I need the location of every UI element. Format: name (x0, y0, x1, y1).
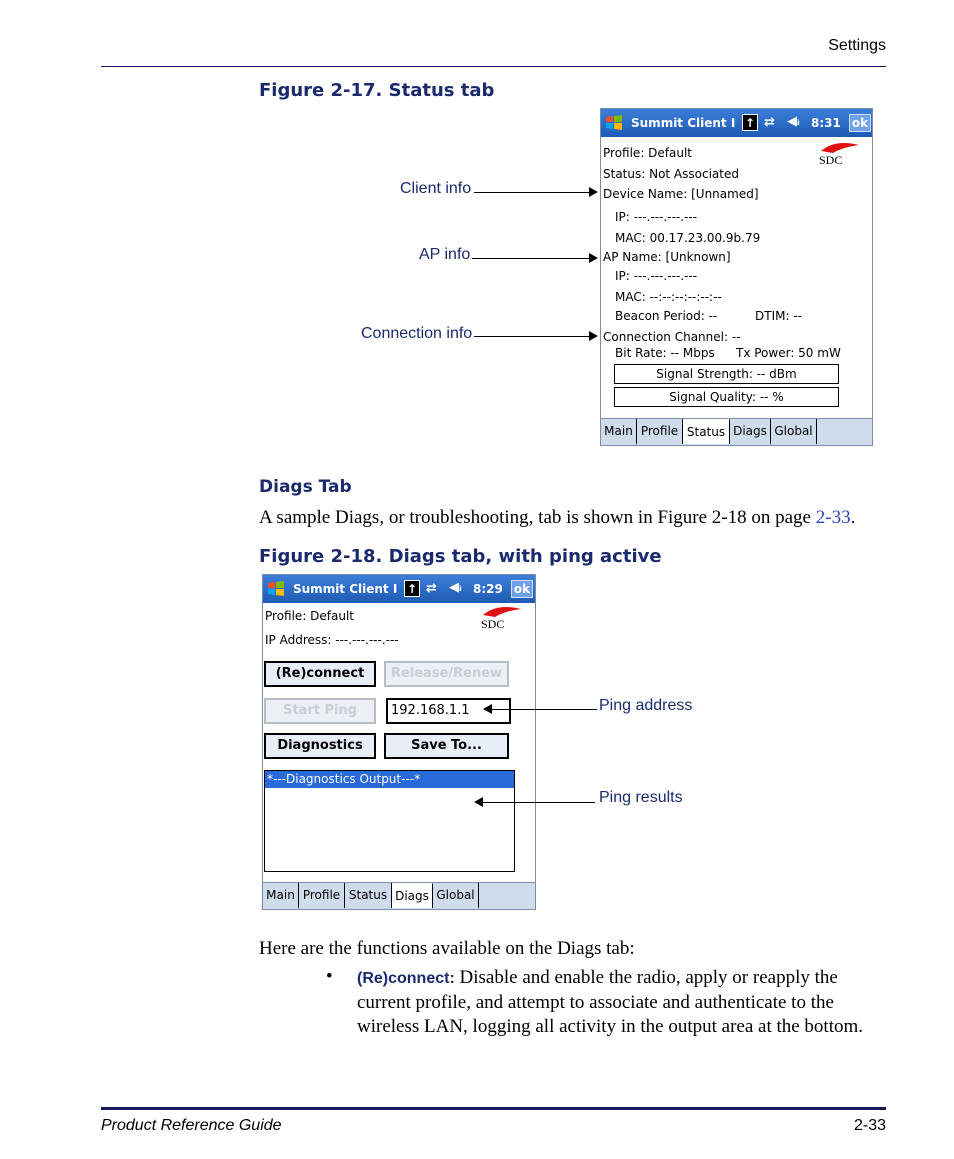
start-ping-button[interactable]: Start Ping (264, 698, 376, 724)
ping-results-callout: Ping results (599, 789, 683, 806)
tx-power-line: Tx Power: 50 mW (736, 346, 841, 360)
reconnect-desc-line (357, 966, 897, 991)
ap-ip-line: IP: ---.---.---.--- (615, 269, 698, 283)
client-info-callout: Client info (400, 180, 472, 197)
tab-profile[interactable]: Profile (299, 883, 345, 908)
tab-status[interactable]: Status (683, 419, 730, 444)
output-header: *---Diagnostics Output---* (265, 771, 514, 788)
tab-strip (263, 882, 535, 909)
signal-strength-box: Signal Strength: -- dBm (614, 364, 839, 384)
reconnect-button[interactable]: (Re)connect (264, 661, 376, 687)
diags-tab-heading: Diags Tab (259, 477, 352, 497)
reconnect-desc-1: Disable and enable the radio, apply or reapply the (454, 967, 838, 988)
clock-time[interactable]: 8:31 (811, 116, 841, 130)
svg-text:SDC: SDC (481, 617, 505, 631)
tab-status[interactable]: Status (345, 883, 392, 908)
footer-page-number: 2-33 (853, 1117, 886, 1134)
connection-info-leader (474, 336, 590, 337)
arrow-right-icon (589, 187, 598, 197)
diagnostics-output-area[interactable] (264, 770, 515, 872)
device-name-line: Device Name: [Unnamed] (603, 187, 759, 201)
tab-main[interactable]: Main (263, 883, 299, 908)
diags-intro-text: A sample Diags, or troubleshooting, tab is shown in Figure 2-18 on page (259, 507, 816, 528)
save-to-button[interactable]: Save To... (384, 733, 509, 759)
antenna-icon: ↑ (404, 580, 420, 597)
bullet-icon: • (326, 966, 333, 987)
tab-global[interactable]: Global (771, 419, 817, 444)
ok-button[interactable]: ok (511, 580, 533, 598)
tab-diags[interactable]: Diags (730, 419, 771, 444)
client-mac-line: MAC: 00.17.23.00.9b.79 (615, 231, 761, 245)
header-rule (101, 66, 886, 67)
reconnect-label: (Re)connect: (357, 970, 455, 987)
ap-info-callout: AP info (419, 246, 471, 263)
bit-rate-line: Bit Rate: -- Mbps (615, 346, 715, 360)
footer-rule (101, 1107, 886, 1110)
ip-address-line: IP Address: ---.---.---.--- (265, 633, 399, 647)
connection-info-callout: Connection info (361, 325, 473, 342)
ping-address-input[interactable]: 192.168.1.1 (386, 698, 511, 724)
profile-line: Profile: Default (265, 609, 355, 623)
connectivity-icon[interactable]: ⇄ (764, 115, 775, 130)
reconnect-desc-3: wireless LAN, logging all activity in the output area at the bottom. (357, 1016, 864, 1037)
diags-intro-paragraph (259, 506, 899, 530)
profile-line: Profile: Default (603, 146, 693, 160)
signal-quality-box: Signal Quality: -- % (614, 387, 839, 407)
dtim-line: DTIM: -- (755, 309, 802, 323)
app-title: Summit Client I (293, 582, 398, 596)
reconnect-desc-2: current profile, and attempt to associate and authenticate to the (357, 992, 834, 1013)
tab-diags[interactable]: Diags (392, 883, 433, 908)
status-tab-screenshot (600, 108, 873, 446)
running-header: Settings (828, 37, 886, 54)
beacon-period-line: Beacon Period: -- (615, 309, 718, 323)
reconnect-description (357, 966, 897, 1039)
ap-mac-line: MAC: --:--:--:--:--:-- (615, 290, 722, 304)
speaker-icon[interactable]: ◀ᵢ (787, 114, 800, 129)
clock-time[interactable]: 8:29 (473, 582, 503, 596)
windows-flag-icon[interactable] (604, 113, 624, 133)
ping-address-callout: Ping address (599, 697, 693, 714)
antenna-icon: ↑ (742, 114, 758, 131)
sdc-logo-icon (813, 139, 861, 167)
functions-intro: Here are the functions available on the Diags tab: (259, 938, 635, 959)
ap-name-line: AP Name: [Unknown] (603, 250, 731, 264)
client-info-leader (474, 192, 590, 193)
release-renew-button[interactable]: Release/Renew (384, 661, 509, 687)
arrow-right-icon (589, 331, 598, 341)
diags-intro-end: . (850, 507, 856, 528)
footer-title: Product Reference Guide (101, 1117, 282, 1134)
tab-profile[interactable]: Profile (637, 419, 683, 444)
ping-results-leader (482, 802, 595, 803)
tab-global[interactable]: Global (433, 883, 479, 908)
sdc-logo-icon (475, 603, 523, 631)
diags-tab-screenshot (262, 574, 536, 910)
figure-2-18-caption: Figure 2-18. Diags tab, with ping active (259, 546, 662, 567)
tab-strip (601, 418, 872, 445)
tab-main[interactable]: Main (601, 419, 637, 444)
page-link[interactable]: 2-33 (815, 507, 851, 528)
ok-button[interactable]: ok (849, 114, 871, 132)
app-title: Summit Client I (631, 116, 736, 130)
connectivity-icon[interactable]: ⇄ (426, 581, 437, 596)
connection-channel-line: Connection Channel: -- (603, 330, 741, 344)
ping-address-leader (491, 709, 597, 710)
speaker-icon[interactable]: ◀ᵢ (449, 580, 462, 595)
windows-flag-icon[interactable] (266, 579, 286, 599)
status-line: Status: Not Associated (603, 167, 739, 181)
title-bar (601, 109, 872, 137)
svg-text:SDC: SDC (819, 153, 843, 167)
title-bar (263, 575, 535, 603)
client-ip-line: IP: ---.---.---.--- (615, 210, 698, 224)
ap-info-leader (472, 258, 590, 259)
diagnostics-button[interactable]: Diagnostics (264, 733, 376, 759)
figure-2-17-caption: Figure 2-17. Status tab (259, 80, 495, 101)
arrow-right-icon (589, 253, 598, 263)
